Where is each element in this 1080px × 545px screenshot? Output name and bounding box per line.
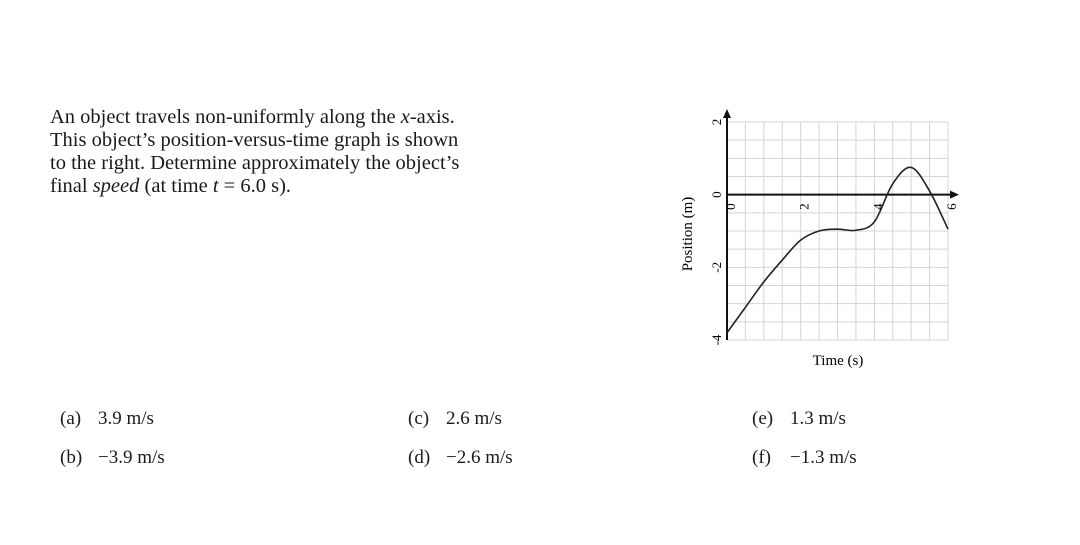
choice-b-text: −3.9 m/s <box>98 447 165 468</box>
choice-c[interactable] <box>408 408 502 430</box>
chart-svg <box>670 100 970 385</box>
problem-line-2: This object’s position-versus-time graph is shown <box>50 129 459 151</box>
choice-f-text: −1.3 m/s <box>790 447 857 468</box>
choice-c-label: (c) <box>408 408 430 429</box>
choice-c-text: 2.6 m/s <box>446 408 502 429</box>
emphasized-word: speed <box>92 175 140 197</box>
time-variable: t <box>212 175 219 197</box>
x-axis-arrow <box>950 191 959 199</box>
y-tick-label: -4 <box>709 334 724 346</box>
choice-d[interactable] <box>408 447 513 469</box>
choice-a-label: (a) <box>60 408 82 429</box>
axes <box>723 109 959 340</box>
choice-d-text: −2.6 m/s <box>446 447 513 468</box>
y-tick-label: 0 <box>709 191 724 198</box>
choice-a[interactable] <box>60 408 154 430</box>
x-tick-label: 6 <box>944 203 959 210</box>
position-time-graph <box>670 100 970 385</box>
x-tick-label: 0 <box>723 203 738 210</box>
problem-line-1: An object travels non-uniformly along the x-axis. <box>50 106 455 128</box>
y-axis-label: Position (m) <box>680 196 696 272</box>
choice-b-label: (b) <box>60 447 83 468</box>
tick-labels <box>709 119 959 346</box>
problem-line-4: final speed (at time t = 6.0 s). <box>50 175 292 197</box>
choice-f-label: (f) <box>752 447 771 468</box>
x-tick-label: 4 <box>870 203 886 210</box>
x-axis-label: Time (s) <box>812 353 864 369</box>
y-axis-arrow <box>723 109 731 118</box>
problem-statement <box>50 106 570 198</box>
grid <box>727 122 948 340</box>
choice-d-label: (d) <box>408 447 431 468</box>
choice-b[interactable] <box>60 447 165 469</box>
choice-e[interactable] <box>752 408 846 430</box>
x-tick-label: 2 <box>796 203 812 210</box>
choice-e-text: 1.3 m/s <box>790 408 846 429</box>
choice-a-text: 3.9 m/s <box>98 408 154 429</box>
y-tick-label: -2 <box>709 261 724 273</box>
choice-e-label: (e) <box>752 408 774 429</box>
problem-line-3: to the right. Determine approximately the object’s <box>50 152 460 174</box>
axis-variable: x <box>400 106 410 128</box>
choice-f[interactable] <box>752 447 857 469</box>
y-tick-label: 2 <box>709 118 724 126</box>
